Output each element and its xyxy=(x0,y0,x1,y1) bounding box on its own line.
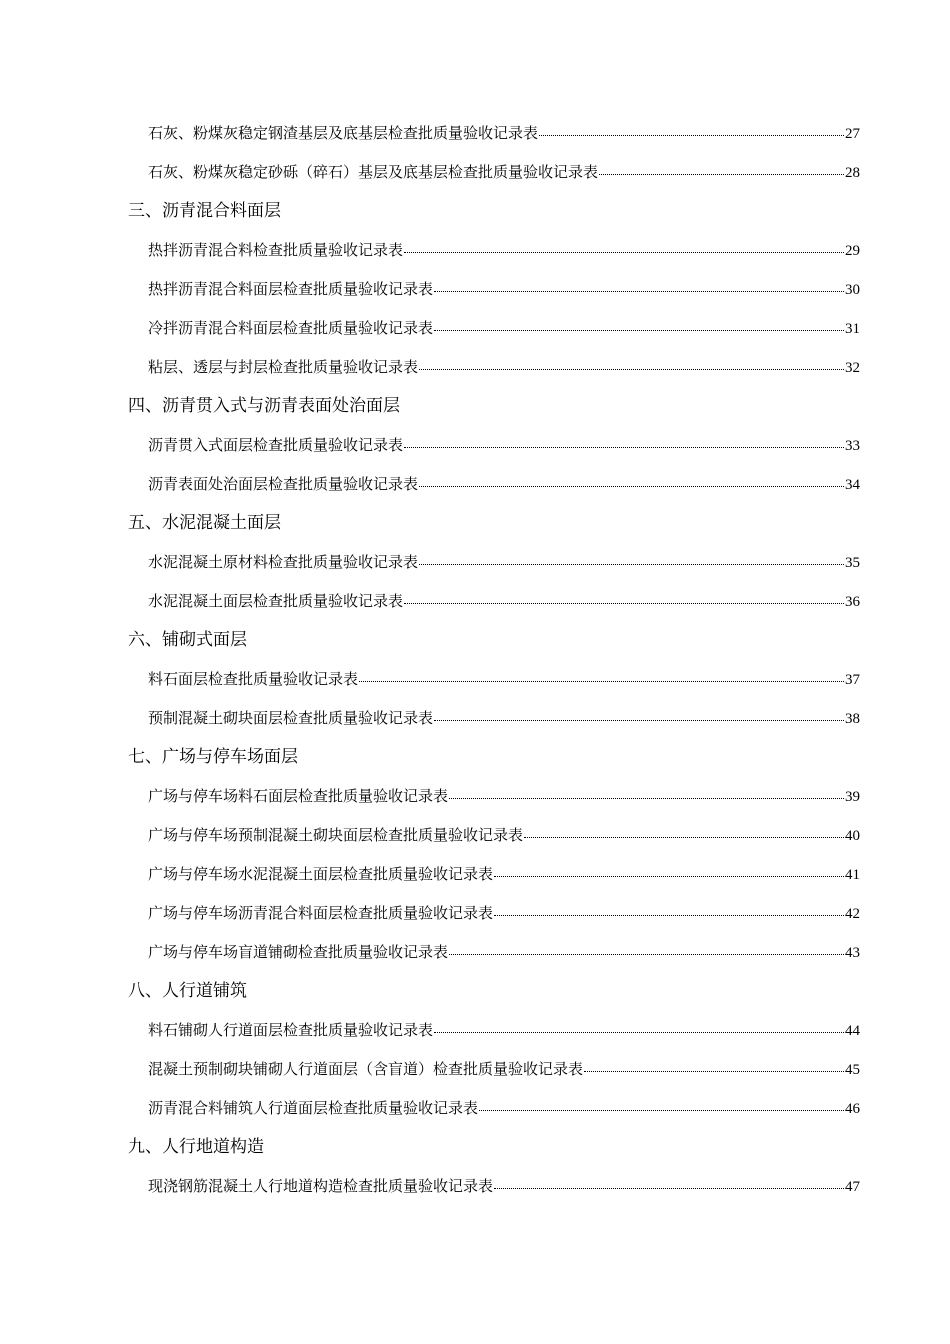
toc-entry-title: 料石铺砌人行道面层检查批质量验收记录表 xyxy=(148,1021,434,1039)
toc-dot-leader xyxy=(404,252,844,253)
toc-entry-title: 广场与停车场沥青混合料面层检查批质量验收记录表 xyxy=(148,904,494,922)
toc-entry-title: 沥青混合料铺筑人行道面层检查批质量验收记录表 xyxy=(148,1099,479,1117)
toc-page-number: 34 xyxy=(845,477,860,493)
toc-entry[interactable] xyxy=(148,942,860,963)
toc-page-number: 35 xyxy=(845,555,860,571)
toc-entry-title: 广场与停车场盲道铺砌检查批质量验收记录表 xyxy=(148,943,449,961)
toc-page-number: 38 xyxy=(845,711,860,727)
toc-dot-leader xyxy=(584,1071,844,1072)
toc-page-number: 29 xyxy=(845,243,860,259)
toc-entry-title: 石灰、粉煤灰稳定钢渣基层及底基层检查批质量验收记录表 xyxy=(148,124,539,142)
toc-dot-leader xyxy=(494,1188,844,1189)
toc-entry[interactable] xyxy=(148,123,860,144)
toc-entry[interactable] xyxy=(148,669,860,690)
toc-section-heading: 五、水泥混凝土面层 xyxy=(128,513,281,533)
toc-page-number: 36 xyxy=(845,594,860,610)
toc-page-number: 33 xyxy=(845,438,860,454)
toc-page-number: 42 xyxy=(845,906,860,922)
toc-dot-leader xyxy=(449,798,844,799)
toc-entry[interactable] xyxy=(148,435,860,456)
toc-section-heading: 九、人行地道构造 xyxy=(128,1137,264,1157)
toc-page-number: 27 xyxy=(845,126,860,142)
toc-dot-leader xyxy=(419,486,844,487)
toc-dot-leader xyxy=(494,876,844,877)
toc-dot-leader xyxy=(404,447,844,448)
toc-section-heading: 六、铺砌式面层 xyxy=(128,630,247,650)
toc-page-number: 41 xyxy=(845,867,860,883)
toc-entry-title: 热拌沥青混合料检查批质量验收记录表 xyxy=(148,241,404,259)
toc-section-heading: 四、沥青贯入式与沥青表面处治面层 xyxy=(128,396,400,416)
toc-entry[interactable] xyxy=(148,708,860,729)
toc-entry[interactable] xyxy=(148,552,860,573)
toc-page-number: 46 xyxy=(845,1101,860,1117)
toc-page-number: 30 xyxy=(845,282,860,298)
toc-page-number: 43 xyxy=(845,945,860,961)
toc-dot-leader xyxy=(479,1110,844,1111)
toc-section-heading: 三、沥青混合料面层 xyxy=(128,201,281,221)
toc-section-heading: 八、人行道铺筑 xyxy=(128,981,247,1001)
toc-entry-title: 料石面层检查批质量验收记录表 xyxy=(148,670,359,688)
toc-entry[interactable] xyxy=(148,864,860,885)
toc-entry[interactable] xyxy=(148,162,860,183)
toc-entry-title: 预制混凝土砌块面层检查批质量验收记录表 xyxy=(148,709,434,727)
toc-dot-leader xyxy=(449,954,844,955)
toc-entry-title: 热拌沥青混合料面层检查批质量验收记录表 xyxy=(148,280,434,298)
toc-entry[interactable] xyxy=(148,1176,860,1197)
toc-dot-leader xyxy=(599,174,844,175)
toc-entry-title: 石灰、粉煤灰稳定砂砾（碎石）基层及底基层检查批质量验收记录表 xyxy=(148,163,599,181)
toc-entry[interactable] xyxy=(148,903,860,924)
toc-page-number: 32 xyxy=(845,360,860,376)
toc-entry[interactable] xyxy=(148,318,860,339)
toc-page-number: 31 xyxy=(845,321,860,337)
toc-entry[interactable] xyxy=(148,1020,860,1041)
toc-entry[interactable] xyxy=(148,474,860,495)
toc-entry-title: 水泥混凝土面层检查批质量验收记录表 xyxy=(148,592,404,610)
toc-entry[interactable] xyxy=(148,279,860,300)
toc-dot-leader xyxy=(404,603,844,604)
toc-entry-title: 沥青贯入式面层检查批质量验收记录表 xyxy=(148,436,404,454)
toc-entry-title: 混凝土预制砌块铺砌人行道面层（含盲道）检查批质量验收记录表 xyxy=(148,1060,584,1078)
toc-entry[interactable] xyxy=(148,240,860,261)
toc-page-number: 47 xyxy=(845,1179,860,1195)
toc-entry[interactable] xyxy=(148,786,860,807)
toc-entry[interactable] xyxy=(148,1059,860,1080)
toc-entry-title: 沥青表面处治面层检查批质量验收记录表 xyxy=(148,475,419,493)
toc-entry-title: 冷拌沥青混合料面层检查批质量验收记录表 xyxy=(148,319,434,337)
toc-entry-title: 水泥混凝土原材料检查批质量验收记录表 xyxy=(148,553,419,571)
toc-page-number: 39 xyxy=(845,789,860,805)
toc-page-number: 37 xyxy=(845,672,860,688)
toc-dot-leader xyxy=(434,330,844,331)
toc-entry[interactable] xyxy=(148,357,860,378)
toc-dot-leader xyxy=(359,681,844,682)
toc-dot-leader xyxy=(494,915,844,916)
toc-section-heading: 七、广场与停车场面层 xyxy=(128,747,298,767)
toc-entry-title: 广场与停车场水泥混凝土面层检查批质量验收记录表 xyxy=(148,865,494,883)
toc-entry-title: 现浇钢筋混凝土人行地道构造检查批质量验收记录表 xyxy=(148,1177,494,1195)
toc-dot-leader xyxy=(539,135,844,136)
toc-entry-title: 广场与停车场预制混凝土砌块面层检查批质量验收记录表 xyxy=(148,826,524,844)
toc-dot-leader xyxy=(434,291,844,292)
toc-entry-title: 广场与停车场料石面层检查批质量验收记录表 xyxy=(148,787,449,805)
toc-page-number: 44 xyxy=(845,1023,860,1039)
toc-entry-title: 粘层、透层与封层检查批质量验收记录表 xyxy=(148,358,419,376)
toc-dot-leader xyxy=(419,564,844,565)
toc-entry[interactable] xyxy=(148,591,860,612)
toc-page-number: 28 xyxy=(845,165,860,181)
toc-dot-leader xyxy=(524,837,844,838)
toc-dot-leader xyxy=(434,1032,844,1033)
toc-dot-leader xyxy=(419,369,844,370)
toc-entry[interactable] xyxy=(148,1098,860,1119)
toc-page-number: 45 xyxy=(845,1062,860,1078)
toc-dot-leader xyxy=(434,720,844,721)
toc-page-number: 40 xyxy=(845,828,860,844)
toc-entry[interactable] xyxy=(148,825,860,846)
